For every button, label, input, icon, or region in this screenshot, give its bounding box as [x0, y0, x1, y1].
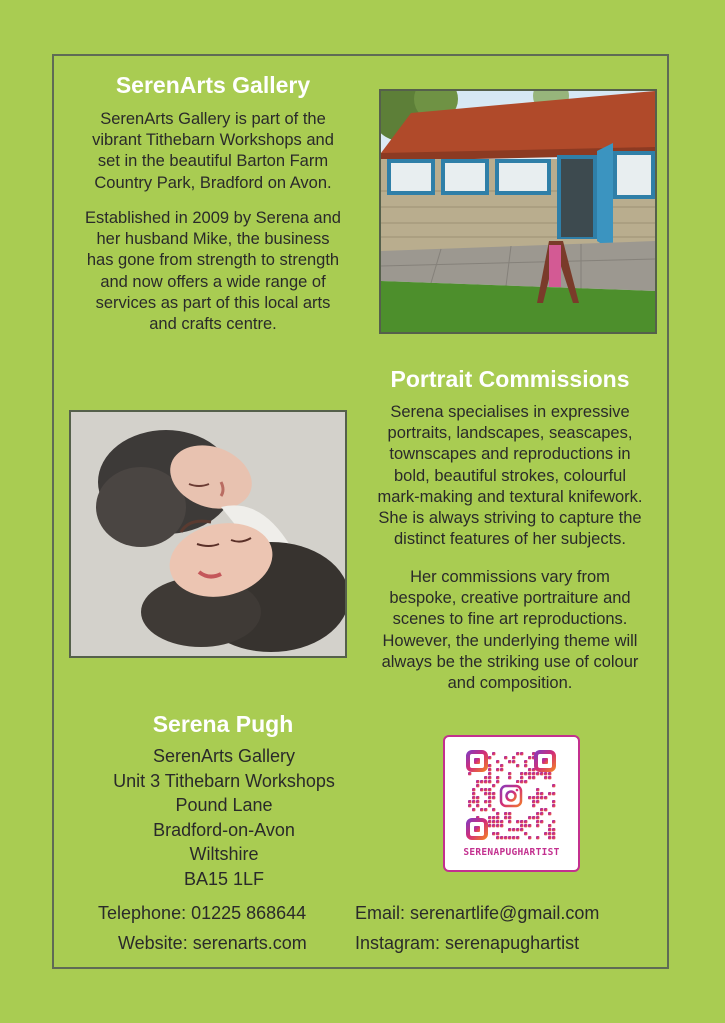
qr-module — [488, 824, 491, 827]
portrait-specialities-paragraph — [355, 402, 665, 550]
qr-module — [520, 776, 523, 779]
qr-module — [536, 820, 539, 823]
qr-module — [532, 796, 535, 799]
qr-module — [524, 780, 527, 783]
portrait-painting-image — [69, 410, 347, 658]
paragraph-line: scenes to fine art reproductions. — [392, 610, 628, 629]
paragraph-line: mark-making and textural knifework. — [377, 487, 643, 506]
qr-module — [468, 772, 471, 775]
qr-module — [488, 788, 491, 791]
qr-module — [496, 768, 499, 771]
qr-module — [488, 792, 491, 795]
qr-module — [500, 836, 503, 839]
qr-module — [516, 780, 519, 783]
qr-module — [528, 836, 531, 839]
qr-module — [520, 772, 523, 775]
qr-module — [488, 764, 491, 767]
paragraph-line: SerenArts Gallery is part of the — [100, 110, 326, 128]
qr-module — [476, 784, 479, 787]
qr-module — [540, 772, 543, 775]
qr-caption: SERENAPUGHARTIST — [463, 847, 560, 858]
qr-module — [476, 796, 479, 799]
qr-module — [528, 824, 531, 827]
qr-module — [536, 792, 539, 795]
qr-module — [468, 804, 471, 807]
qr-module — [492, 824, 495, 827]
paragraph-line: distinct features of her subjects. — [393, 530, 627, 549]
qr-module — [532, 804, 535, 807]
qr-module — [552, 804, 555, 807]
qr-module — [484, 776, 487, 779]
qr-module — [488, 780, 491, 783]
qr-module — [508, 836, 511, 839]
address-line: BA15 1LF — [183, 868, 265, 889]
qr-module — [496, 776, 499, 779]
address-line: SerenArts Gallery — [152, 746, 296, 766]
qr-module — [476, 780, 479, 783]
paragraph-line: and composition. — [447, 674, 573, 693]
qr-module — [528, 776, 531, 779]
qr-module — [536, 836, 539, 839]
qr-module — [548, 792, 551, 795]
qr-module — [500, 768, 503, 771]
qr-module — [536, 796, 539, 799]
qr-module — [552, 836, 555, 839]
instagram-qr-code[interactable] — [443, 735, 580, 872]
qr-module — [544, 796, 547, 799]
qr-module — [512, 828, 515, 831]
website-link[interactable]: Website: serenarts.com — [118, 933, 307, 953]
qr-module — [472, 800, 475, 803]
qr-module — [516, 820, 519, 823]
email-link[interactable]: Email: serenartlife@gmail.com — [355, 903, 600, 923]
qr-module — [488, 816, 491, 819]
qr-module — [520, 828, 523, 831]
qr-module — [512, 756, 515, 759]
postal-address — [80, 744, 368, 891]
qr-module — [492, 832, 495, 835]
qr-module — [536, 812, 539, 815]
qr-module — [488, 820, 491, 823]
qr-module — [484, 780, 487, 783]
qr-module — [492, 784, 495, 787]
address-line: Wiltshire — [189, 844, 259, 864]
gallery-history-paragraph — [58, 208, 368, 335]
paragraph-line: Her commissions vary from — [410, 568, 610, 586]
paragraph-line: has gone from strength to strength — [86, 251, 340, 270]
qr-module — [472, 792, 475, 795]
qr-module — [508, 820, 511, 823]
qr-module — [500, 820, 503, 823]
qr-module — [524, 832, 527, 835]
qr-module — [504, 836, 507, 839]
qr-module — [516, 828, 519, 831]
qr-module — [552, 828, 555, 831]
qr-module — [492, 808, 495, 811]
qr-module — [496, 820, 499, 823]
qr-module — [548, 776, 551, 779]
qr-module — [532, 772, 535, 775]
contact-name-heading: Serena Pugh — [152, 711, 294, 737]
gallery-heading: SerenArts Gallery — [115, 72, 311, 98]
qr-module — [536, 800, 539, 803]
qr-module — [540, 796, 543, 799]
qr-module — [544, 776, 547, 779]
qr-module — [496, 780, 499, 783]
qr-module — [484, 788, 487, 791]
qr-module — [492, 792, 495, 795]
qr-module — [520, 752, 523, 755]
qr-module — [524, 772, 527, 775]
qr-module — [508, 812, 511, 815]
paragraph-line: Serena specialises in expressive — [390, 403, 630, 421]
qr-module — [508, 816, 511, 819]
qr-module — [548, 836, 551, 839]
qr-module — [496, 836, 499, 839]
paragraph-line: portraits, landscapes, seascapes, — [387, 424, 633, 443]
qr-module — [500, 764, 503, 767]
qr-module — [472, 788, 475, 791]
qr-module — [552, 800, 555, 803]
qr-module — [544, 832, 547, 835]
qr-module — [480, 808, 483, 811]
qr-module — [548, 772, 551, 775]
qr-module — [536, 772, 539, 775]
address-line: Unit 3 Tithebarn Workshops — [113, 770, 335, 791]
paragraph-line: her husband Mike, the business — [96, 230, 330, 249]
qr-module — [468, 800, 471, 803]
qr-module — [492, 816, 495, 819]
address-line: Pound Lane — [175, 795, 273, 815]
qr-module — [488, 768, 491, 771]
qr-module — [492, 796, 495, 799]
paragraph-line: always be the striking use of colour — [381, 652, 639, 671]
qr-module — [540, 808, 543, 811]
qr-module — [504, 756, 507, 759]
qr-module — [548, 812, 551, 815]
qr-module — [500, 824, 503, 827]
qr-module — [476, 800, 479, 803]
qr-module — [520, 820, 523, 823]
instagram-icon — [498, 783, 524, 809]
qr-module — [532, 800, 535, 803]
instagram-link[interactable]: Instagram: serenapughartist — [355, 933, 580, 953]
qr-module — [484, 800, 487, 803]
qr-module — [496, 812, 499, 815]
portrait-commissions-paragraph — [355, 567, 665, 694]
telephone-text: Telephone: 01225 868644 — [98, 903, 307, 923]
qr-module — [504, 816, 507, 819]
qr-module — [520, 824, 523, 827]
qr-module — [508, 776, 511, 779]
gallery-photo-illustration — [381, 91, 655, 332]
qr-module — [544, 808, 547, 811]
qr-module — [552, 820, 555, 823]
paragraph-line: set in the beautiful Barton Farm — [97, 152, 329, 171]
qr-module — [480, 788, 483, 791]
qr-module — [532, 776, 535, 779]
qr-module — [472, 808, 475, 811]
paragraph-line: vibrant Tithebarn Workshops and — [92, 131, 334, 150]
qr-module — [520, 780, 523, 783]
portrait-commissions-heading: Portrait Commissions — [390, 366, 630, 392]
qr-module — [496, 832, 499, 835]
qr-module — [480, 780, 483, 783]
qr-module — [496, 824, 499, 827]
qr-module — [536, 824, 539, 827]
qr-module — [492, 820, 495, 823]
qr-module — [472, 796, 475, 799]
qr-module — [548, 832, 551, 835]
qr-module — [528, 756, 531, 759]
qr-module — [488, 772, 491, 775]
paragraph-line: However, the underlying theme will — [382, 631, 638, 650]
qr-module — [496, 760, 499, 763]
gallery-intro-paragraph — [64, 109, 362, 194]
qr-module — [492, 752, 495, 755]
qr-module — [528, 768, 531, 771]
gallery-building-photo — [379, 89, 657, 334]
qr-module — [484, 808, 487, 811]
paragraph-line: She is always striving to capture the — [378, 509, 642, 528]
qr-module — [536, 788, 539, 791]
qr-module — [476, 804, 479, 807]
qr-module — [516, 752, 519, 755]
paragraph-line: and now offers a wide range of — [100, 272, 326, 291]
paragraph-line: and crafts centre. — [149, 315, 277, 334]
qr-module — [488, 776, 491, 779]
qr-module — [508, 828, 511, 831]
qr-module — [488, 800, 491, 803]
paragraph-line: Established in 2009 by Serena and — [85, 209, 341, 227]
qr-module — [504, 812, 507, 815]
qr-module — [488, 804, 491, 807]
portrait-painting-illustration — [71, 412, 345, 656]
qr-module — [496, 816, 499, 819]
qr-module — [540, 820, 543, 823]
paragraph-line: bold, beautiful strokes, colourful — [393, 466, 627, 485]
qr-module — [524, 820, 527, 823]
paragraph-line: services as part of this local arts — [95, 293, 331, 312]
qr-module — [524, 760, 527, 763]
qr-module — [484, 792, 487, 795]
qr-module — [524, 764, 527, 767]
qr-module — [540, 792, 543, 795]
qr-module — [552, 784, 555, 787]
qr-module — [552, 832, 555, 835]
qr-module — [528, 816, 531, 819]
qr-module — [508, 772, 511, 775]
qr-module — [512, 760, 515, 763]
qr-module — [488, 796, 491, 799]
qr-module — [512, 836, 515, 839]
qr-module — [548, 824, 551, 827]
paragraph-line: bespoke, creative portraiture and — [389, 589, 631, 608]
qr-module — [516, 836, 519, 839]
qr-module — [552, 792, 555, 795]
qr-module — [532, 816, 535, 819]
qr-module — [488, 756, 491, 759]
qr-module — [528, 796, 531, 799]
qr-module — [516, 764, 519, 767]
qr-module — [524, 824, 527, 827]
qr-module — [548, 828, 551, 831]
qr-module — [540, 812, 543, 815]
qr-module — [544, 772, 547, 775]
address-line: Bradford-on-Avon — [153, 819, 295, 840]
paragraph-line: townscapes and reproductions in — [389, 445, 631, 464]
paragraph-line: Country Park, Bradford on Avon. — [94, 173, 332, 192]
qr-module — [508, 760, 511, 763]
qr-module — [536, 816, 539, 819]
qr-module — [528, 772, 531, 775]
